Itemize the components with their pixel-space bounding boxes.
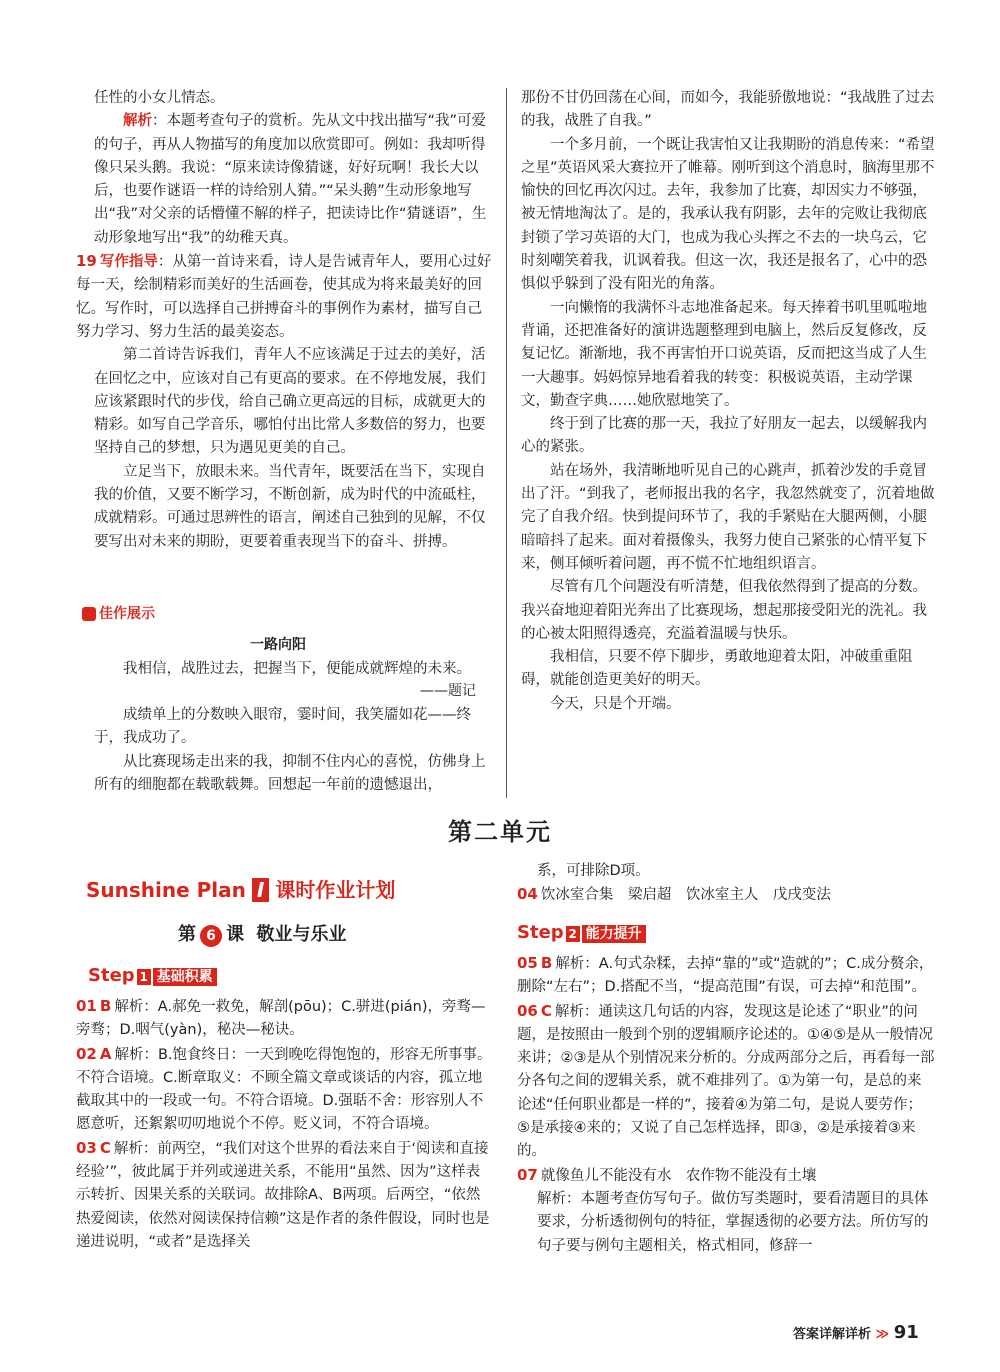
question-06 (517, 1000, 935, 1164)
left-bottom-column (76, 995, 494, 1254)
epigraph (94, 658, 492, 681)
answer-letter: B (99, 997, 112, 1015)
question-number: 05 (517, 954, 538, 972)
step-number: 2 (566, 926, 580, 942)
step1-header (88, 965, 217, 986)
answer-letter: C (540, 1001, 552, 1020)
right-bottom-column-a (517, 860, 935, 908)
question-text: 饮冰室合集 梁启超 饮冰室主人 戊戌变法 (540, 887, 831, 904)
question-number: 01 (76, 997, 97, 1015)
lesson-title (178, 920, 347, 947)
badge-icon (82, 607, 96, 621)
page-footer (793, 1322, 919, 1343)
question-number: 06 (517, 1001, 538, 1020)
answer-letter: B (540, 954, 553, 972)
question-text: 解析：B.饱食终日：一天到晚吃得饱饱的，形容无所事事。不符合语境。C.断章取义：不顾全篇文章或谈话的内容，孤立地截取其中的一段或一句。不符合语境。D.强聒不舍：形容别人不愿意听，还絮絮叨叨地说个不停。贬义词，不符合语境。 (76, 1046, 492, 1133)
question-text: 解析：A.郝免一救免，解剖(pōu)；C.骈进(pián)，旁骛—旁骛；D.咽气(yàn)，秘决—秘诀。 (76, 999, 486, 1039)
essay-paragraph: 尽管有几个问题没有听清楚，但我依然得到了提高的分数。我兴奋地迎着阳光奔出了比赛现场，想起那接受阳光的洗礼。我的心被太阳照得透亮，充溢着温暖与快乐。 (521, 579, 927, 642)
answer-letter: A (99, 1044, 112, 1063)
question-03-tail: 系，可排除D项。 (537, 863, 650, 879)
column-divider (506, 88, 507, 798)
step-label: 能力提升 (582, 925, 646, 943)
question-number: 07 (517, 1165, 538, 1184)
answer-letter: C (99, 1138, 111, 1157)
lesson-mid: 课 (226, 924, 244, 945)
q19-label: 写作指导 (99, 254, 158, 271)
question-01 (76, 995, 494, 1043)
essay-paragraph: 从比赛现场走出来的我，抑制不住内心的喜悦，仿佛身上所有的细胞都在载歌载舞。回想起一年前的遗憾退出， (94, 753, 486, 793)
question-07-analysis: 解析：本题考查仿写句子。做仿写类题时，要看清题目的具体要求，分析透彻例句的特征，掌握透彻的必要方法。所仿写的句子要与例句主题相关，格式相同，修辞一 (537, 1190, 929, 1254)
question-number: 03 (76, 1138, 97, 1157)
question-07 (517, 1164, 935, 1188)
showcase-header (82, 603, 155, 623)
analysis-paragraph (94, 110, 492, 250)
q19-paragraph-3: 立足当下，放眼未来。当代青年，既要活在当下，实现自我的价值，又要不断学习，不断创新，成为时代的中流砥柱，成就精彩。可通过思辨性的语言，阐述自己独到的见解，不仅要写出对未来的期盼，更要着重表现当下的奋斗、拼搏。 (94, 463, 486, 550)
question-text: 就像鱼儿不能没有水 农作物不能没有土壤 (540, 1167, 817, 1184)
essay-paragraph: 终于到了比赛的那一天，我拉了好朋友一起去，以缓解我内心的紧张。 (521, 416, 927, 456)
right-bottom-column-b (517, 952, 935, 1258)
question-04 (517, 883, 935, 907)
q19-text: ：从第一首诗来看，诗人是告诫青年人，要用心过好每一天，绘制精彩而美好的生活画卷，使其成为将来最美好的回忆。写作时，可以选择自己拼搏奋斗的事例作为素材，描写自己努力学习、努力生活的最美姿态。 (76, 254, 492, 340)
step2-header (517, 922, 646, 943)
lesson-number: 6 (200, 925, 222, 947)
step-word: Step (88, 965, 135, 986)
page-number: 91 (893, 1322, 919, 1343)
q19-number: 19 (76, 252, 97, 271)
essay-paragraph: 一个多月前，一个既让我害怕又让我期盼的消息传来：“希望之星”英语风采大赛拉开了帷幕。刚听到这个消息时，脑海里那不愉快的回忆再次闪过。去年，我参加了比赛，却因实力不够强，被无情地淘汰了。是的，我承认我有阴影，去年的完败让我彻底封锁了学习英语的大门，也成为我心头挥之不去的一块乌云，它时刻嘲笑着我，讥讽着我。但这一次，我还是报名了，心中的恐惧似乎躲到了没有阳光的角落。 (521, 136, 935, 293)
text-line: 任性的小女儿情态。 (94, 90, 225, 106)
essay-paragraph: 今天，只是个开端。 (550, 695, 681, 712)
plan-tail: 课时作业计划 (275, 878, 396, 902)
question-02 (76, 1043, 494, 1137)
question-03 (76, 1137, 494, 1254)
lesson-name: 敬业与乐业 (256, 924, 347, 945)
question-text: 解析：前两空，“我们对这个世界的看法来自于‘阅读和直接经验’”，彼此属于并列或递进关系，不能用“虽然、因为”这样表示转折、因果关系的关联词。故排除A、B两项。后两空，“依然热爱阅读，依然对阅读保持信赖”这是作者的条件假设，同时也是递进说明，“或者”是选择关 (76, 1140, 490, 1250)
arrow-icon: ≫ (875, 1327, 890, 1342)
step-number: 1 (137, 969, 151, 985)
essay-paragraph: 那份不甘仍回荡在心间，而如今，我能骄傲地说：“我战胜了过去的我，战胜了自我。” (521, 90, 935, 130)
footer-label: 答案详解详析 (793, 1327, 872, 1342)
essay-paragraph: 我相信，只要不停下脚步，勇敢地迎着太阳，冲破重重阻碍，就能创造更美好的明天。 (521, 649, 913, 689)
plan-badge: I (252, 878, 269, 902)
left-top-column (76, 87, 492, 554)
epigraph-signature: ——题记 (420, 683, 476, 699)
analysis-label: 解析 (123, 113, 152, 130)
right-top-column (521, 87, 935, 716)
step-label: 基础积累 (153, 968, 217, 986)
question-number: 02 (76, 1044, 97, 1063)
q19-paragraph-2: 第二首诗告诉我们，青年人不应该满足于过去的美好，活在回忆之中，应该对自己有更高的要求。在不停地发展，我们应该紧跟时代的步伐，给自己确立更高远的目标，成就更大的精彩。如写自己学音乐，哪怕付出比常人多数倍的努力，也要坚持自己的梦想，只为遇见更美的自己。 (94, 347, 486, 457)
essay-paragraph: 一向懒惰的我满怀斗志地准备起来。每天捧着书叽里呱啦地背诵，还把准备好的演讲选题整理到电脑上，然后反复修改，反复记忆。渐渐地，我不再害怕开口说英语，反而把这当成了人生一大趣事。妈妈惊异地看着我的转变：积极说英语，主动学课文，勤查字典……她欣慰地笑了。 (521, 299, 927, 409)
epigraph-text: 我相信，战胜过去，把握当下，便能成就辉煌的未来。 (123, 661, 471, 677)
analysis-text: ：本题考查句子的赏析。先从文中找出描写“我”可爱的句子，再从人物描写的角度加以欣赏即可。例如：我却听得像只呆头鹅。我说：“原来读诗像猜谜，好好玩啊！我长大以后，也要作谜语一样的诗给别人猜。”“呆头鹅”生动形象地写出“我”对父亲的话懵懂不解的样子，把读诗比作“猜谜语”，生动形象地写出“我”的幼稚天真。 (94, 113, 487, 246)
plan-text: Sunshine Plan (86, 878, 246, 902)
sunshine-plan-header (86, 874, 395, 903)
question-05 (517, 952, 935, 1000)
showcase-label: 佳作展示 (99, 606, 155, 622)
question-text: 解析：A.句式杂糅，去掉“靠的”或“造就的”；C.成分赘余，删除“左右”；D.搭配不当，“提高范围”有误，可去掉“和范围”。 (517, 956, 934, 996)
question-number: 04 (517, 885, 538, 904)
essay-paragraph: 成绩单上的分数映入眼帘，霎时间，我笑靥如花——终于，我成功了。 (94, 707, 471, 747)
q19-paragraph (76, 250, 492, 344)
essay-body-left (94, 704, 492, 797)
unit-title: 第二单元 (448, 818, 552, 846)
essay-title: 一路向阳 (250, 637, 306, 653)
step-word: Step (517, 922, 564, 943)
question-text: 解析：通读这几句话的内容，发现这是论述了“职业”的问题，是按照由一般到个别的逻辑顺序论述的。①④⑤是从一般情况来讲；②③是从个别情况来分析的。分成两部分之后，再看每一部分各句之间的逻辑关系，就不难排列了。①为第一句，是总的来论述“任何职业都是一样的”，接着④为第二句，是说人要劳作；⑤是承接④来的；又说了自己怎样选择，即③，②是承接着③来的。 (517, 1003, 935, 1160)
essay-paragraph: 站在场外，我清晰地听见自己的心跳声，抓着沙发的手竟冒出了汗。“到我了，老师报出我的名字，我忽然就变了，沉着地做完了自我介绍。快到提问环节了，我的手紧贴在大腿两侧，小腿暗暗抖了起来。面对着摄像头，我努力使自己紧张的心情平复下来，侧耳倾听着问题，再不慌不忙地组织语言。 (521, 462, 935, 572)
lesson-prefix: 第 (178, 924, 196, 945)
